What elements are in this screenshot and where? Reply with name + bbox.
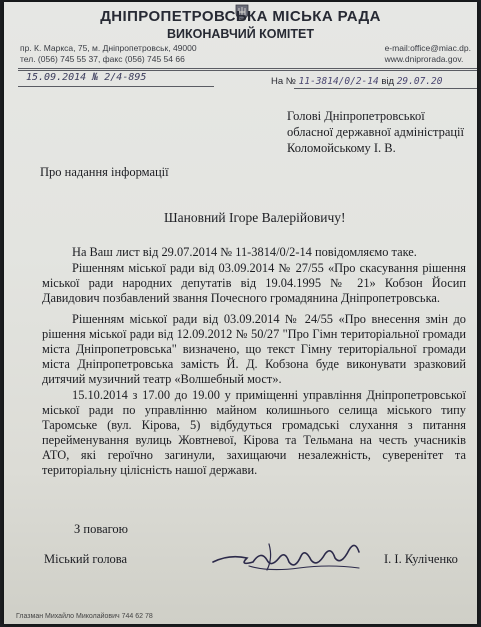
letterhead — [4, 9, 477, 41]
subject-line: Про надання інформації — [40, 165, 169, 179]
recipient-block — [287, 108, 464, 156]
body-paragraph: На Ваш лист від 29.07.2014 № 11-3814/0/2-14 повідомляємо таке. — [72, 245, 417, 259]
incoming-prefix: На № — [271, 76, 296, 87]
incoming-underline — [294, 88, 477, 89]
phone-line: тел. (056) 745 55 37, факс (056) 745 54 66 — [20, 54, 185, 64]
email-text: e-mail:office@miac.dp. — [384, 43, 471, 53]
website-text: www.dniprorada.gov. — [384, 54, 464, 64]
salutation: Шановний Ігоре Валерійовичу! — [164, 210, 346, 225]
outgoing-underline — [18, 86, 214, 87]
address-line: пр. К. Маркса, 75, м. Дніпропетровськ, 49000 — [20, 43, 197, 53]
address-block — [20, 43, 197, 65]
letter-page — [4, 2, 477, 624]
letter-body — [42, 245, 466, 478]
body-paragraph: Рішенням міської ради від 03.09.2014 № 27/55 «Про скасування рішення міської ради народних депутатів від 19.04.1995 № 21» Кобзон Йосип Давидович позбавлений звання Почесного громадянина Дніпропетровська. — [42, 261, 466, 305]
incoming-number: 11-3814/0/2-14 — [298, 76, 379, 87]
body-paragraph: Рішенням міської ради від 03.09.2014 № 24/55 «Про внесення змін до рішення міської ради від 12.09.2012 № 50/27 "Про Гімн територіальної громади міста Дніпропетровська" визначено, що текст Гімну територіальної громади міста Дніпропетровська замість Й. Д. Кобзона буде виконувати зразковий дитячий музичний театр «Волшебный мост». — [42, 312, 466, 386]
recipient-line: обласної державної адміністрації — [287, 125, 465, 139]
recipient-line: Голові Дніпропетровської — [287, 109, 425, 123]
signature-image — [209, 532, 369, 585]
incoming-from: від — [381, 76, 395, 87]
committee-name: ВИКОНАВЧИЙ КОМІТЕТ — [166, 27, 315, 41]
signer-position: Міський голова — [44, 552, 128, 566]
signer-name: І. І. Куліченко — [384, 552, 458, 566]
council-name: ДНІПРОПЕТРОВСЬКА МІСЬКА РАДА — [100, 8, 381, 25]
recipient-line: Коломойському І. В. — [287, 141, 396, 155]
header-divider — [18, 68, 477, 69]
contact-block — [385, 43, 471, 65]
executor-footer: Глазман Михайло Миколайович 744 62 78 — [16, 613, 153, 620]
outgoing-number: 15.09.2014 № 2/4-895 — [26, 72, 147, 83]
body-paragraph: 15.10.2014 з 17.00 до 19.00 у приміщенні управління Дніпропетровської міської ради по управлінню майном колишнього селища міського типу Таромське (вул. Кірова, 5) відбудуться громадські слухання з питання перейменування вулиць Жовтневої, Кірова та Тельмана на честь учасників АТО, які героїчно загинули, захищаючи незалежність, суверенітет та територіальну цілісність нашої держави. — [42, 388, 466, 477]
incoming-date: 29.07.20 — [396, 76, 443, 87]
closing-text: З повагою — [74, 522, 129, 536]
header-divider-thin — [18, 70, 477, 71]
incoming-reference — [271, 76, 442, 87]
